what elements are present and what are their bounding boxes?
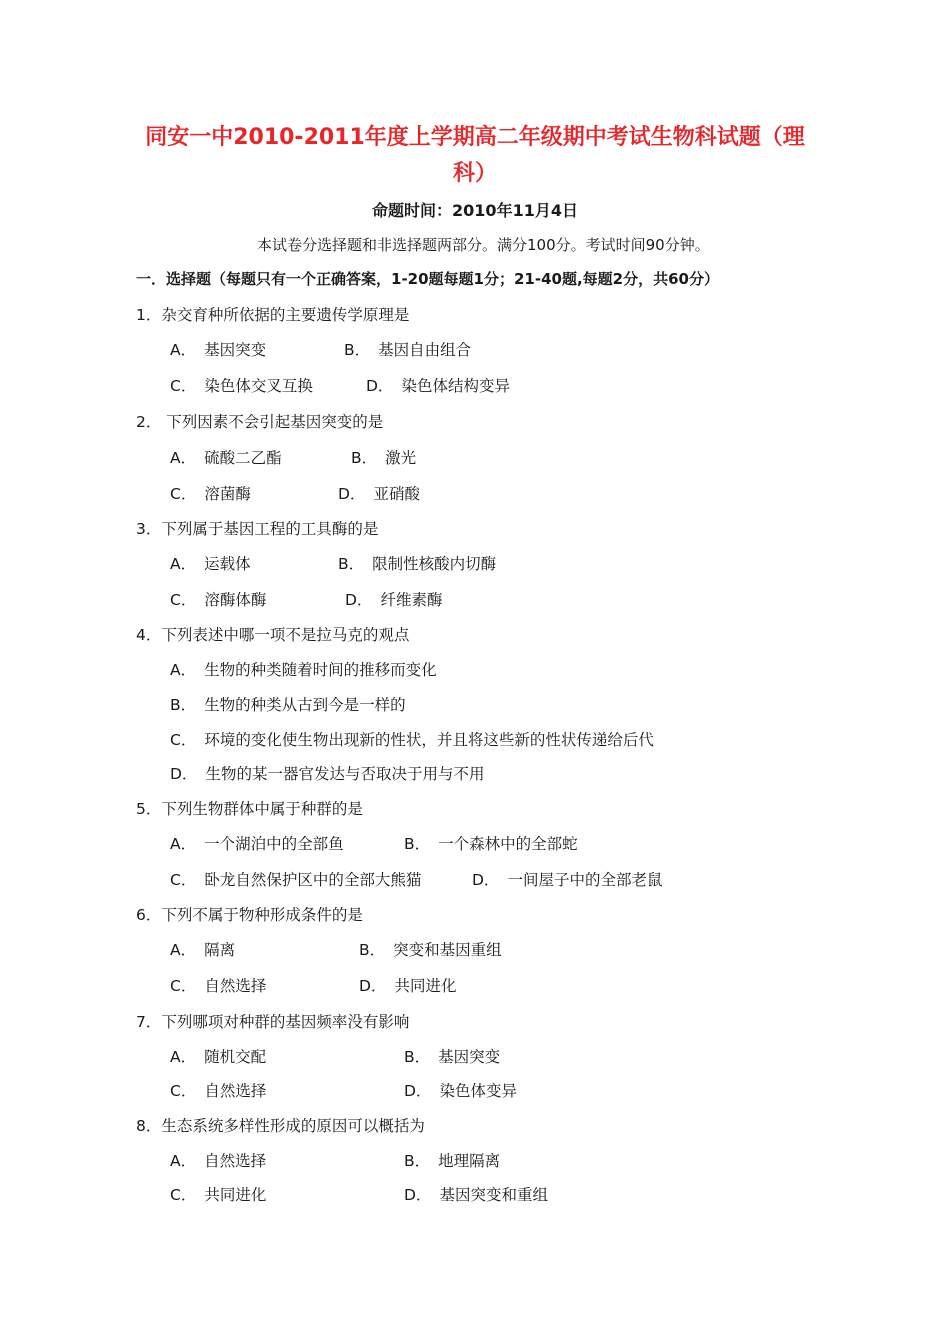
option-text: 染色体变异: [439, 1082, 517, 1100]
question-7: 7．下列哪项对种群的基因频率没有影响: [136, 1013, 410, 1031]
option-letter: B．: [359, 941, 386, 959]
option-1c: [170, 374, 313, 396]
option-text: 一个湖泊中的全部鱼: [204, 835, 344, 853]
option-2d: [338, 482, 420, 504]
question-6: 6．下列不属于物种形成条件的是: [136, 906, 363, 924]
option-7a: [170, 1045, 266, 1067]
option-3d: [345, 588, 442, 610]
option-text: 共同进化: [204, 1186, 267, 1204]
option-1d: [366, 374, 510, 396]
option-letter: C．: [170, 377, 197, 395]
option-6d: [359, 974, 456, 996]
option-text: 生物的某一器官发达与否取决于用与不用: [205, 765, 485, 783]
option-text: 隔离: [204, 941, 236, 959]
option-8b: [404, 1149, 500, 1171]
question-3: 3．下列属于基因工程的工具酶的是: [136, 520, 379, 538]
option-letter: D．: [359, 977, 387, 995]
option-2c: [170, 482, 251, 504]
option-letter: B．: [404, 1152, 431, 1170]
option-letter: B．: [338, 555, 365, 573]
option-text: 染色体结构变异: [401, 377, 510, 395]
option-letter: B．: [351, 449, 378, 467]
option-text: 卧龙自然保护区中的全部大熊猫: [204, 871, 422, 889]
option-8a: [170, 1149, 266, 1171]
option-text: 纤维素酶: [380, 591, 443, 609]
option-text: 随机交配: [204, 1048, 267, 1066]
option-letter: B．: [404, 1048, 431, 1066]
option-text: 亚硝酸: [373, 485, 420, 503]
option-text: 基因突变: [438, 1048, 501, 1066]
option-6c: [170, 974, 266, 996]
option-5d: [472, 868, 662, 890]
question-5: 5．下列生物群体中属于种群的是: [136, 800, 363, 818]
option-2b: [351, 446, 416, 468]
option-letter: D．: [404, 1082, 432, 1100]
option-4a: [170, 658, 437, 680]
option-letter: D．: [404, 1186, 432, 1204]
option-letter: A．: [170, 1152, 197, 1170]
option-text: 一间屋子中的全部老鼠: [507, 871, 663, 889]
option-letter: D．: [345, 591, 373, 609]
option-text: 运载体: [204, 555, 251, 573]
option-6a: [170, 938, 235, 960]
option-text: 生物的种类从古到今是一样的: [204, 696, 406, 714]
option-1a: [170, 338, 266, 360]
option-text: 激光: [385, 449, 417, 467]
option-letter: C．: [170, 591, 197, 609]
option-4d: [170, 762, 484, 784]
option-letter: B．: [404, 835, 431, 853]
option-text: 溶酶体酶: [204, 591, 267, 609]
option-text: 基因突变: [204, 341, 267, 359]
option-text: 自然选择: [204, 1152, 267, 1170]
option-letter: C．: [170, 977, 197, 995]
option-letter: A．: [170, 941, 197, 959]
option-letter: C．: [170, 485, 197, 503]
option-letter: C．: [170, 731, 197, 749]
option-letter: C．: [170, 1082, 197, 1100]
question-2: 2． 下列因素不会引起基因突变的是: [136, 413, 384, 431]
option-8c: [170, 1183, 266, 1205]
exam-intro: 本试卷分选择题和非选择题两部分。满分100分。考试时间90分钟。: [257, 236, 710, 254]
option-text: 共同进化: [394, 977, 457, 995]
option-letter: D．: [366, 377, 394, 395]
exam-title: 同安一中2010-2011年度上学期高二年级期中考试生物科试题（理科）: [145, 125, 805, 186]
question-1: 1．杂交育种所依据的主要遗传学原理是: [136, 306, 410, 324]
option-2a: [170, 446, 282, 468]
option-letter: C．: [170, 1186, 197, 1204]
option-text: 一个森林中的全部蛇: [438, 835, 578, 853]
option-letter: B．: [344, 341, 371, 359]
option-8d: [404, 1183, 548, 1205]
option-letter: D．: [472, 871, 500, 889]
option-7d: [404, 1079, 517, 1101]
option-text: 自然选择: [204, 977, 267, 995]
option-letter: A．: [170, 555, 197, 573]
option-letter: A．: [170, 341, 197, 359]
option-letter: A．: [170, 661, 197, 679]
option-text: 限制性核酸内切酶: [372, 555, 497, 573]
option-letter: C．: [170, 871, 197, 889]
option-text: 溶菌酶: [204, 485, 251, 503]
option-text: 染色体交叉互换: [204, 377, 313, 395]
option-text: 硫酸二乙酯: [204, 449, 282, 467]
option-text: 基因自由组合: [378, 341, 472, 359]
option-4c: [170, 728, 654, 750]
option-letter: A．: [170, 449, 197, 467]
option-letter: B．: [170, 696, 197, 714]
question-8: 8．生态系统多样性形成的原因可以概括为: [136, 1117, 425, 1135]
option-text: 自然选择: [204, 1082, 267, 1100]
option-3b: [338, 552, 496, 574]
question-4: 4．下列表述中哪一项不是拉马克的观点: [136, 626, 410, 644]
option-7b: [404, 1045, 500, 1067]
option-letter: A．: [170, 1048, 197, 1066]
option-letter: D．: [338, 485, 366, 503]
option-3c: [170, 588, 266, 610]
option-5a: [170, 832, 344, 854]
section-heading: 一．选择题（每题只有一个正确答案，1-20题每题1分；21-40题,每题2分，共60分）: [136, 270, 719, 288]
option-text: 突变和基因重组: [393, 941, 502, 959]
option-5b: [404, 832, 578, 854]
option-7c: [170, 1079, 266, 1101]
option-letter: D．: [170, 765, 198, 783]
option-1b: [344, 338, 471, 360]
option-3a: [170, 552, 251, 574]
option-text: 基因突变和重组: [439, 1186, 548, 1204]
option-text: 生物的种类随着时间的推移而变化: [204, 661, 437, 679]
option-text: 地理隔离: [438, 1152, 501, 1170]
option-5c: [170, 868, 421, 890]
option-letter: A．: [170, 835, 197, 853]
option-text: 环境的变化使生物出现新的性状，并且将这些新的性状传递给后代: [204, 731, 654, 749]
option-6b: [359, 938, 502, 960]
option-4b: [170, 693, 406, 715]
exam-date: 命题时间：2010年11月4日: [372, 201, 578, 220]
